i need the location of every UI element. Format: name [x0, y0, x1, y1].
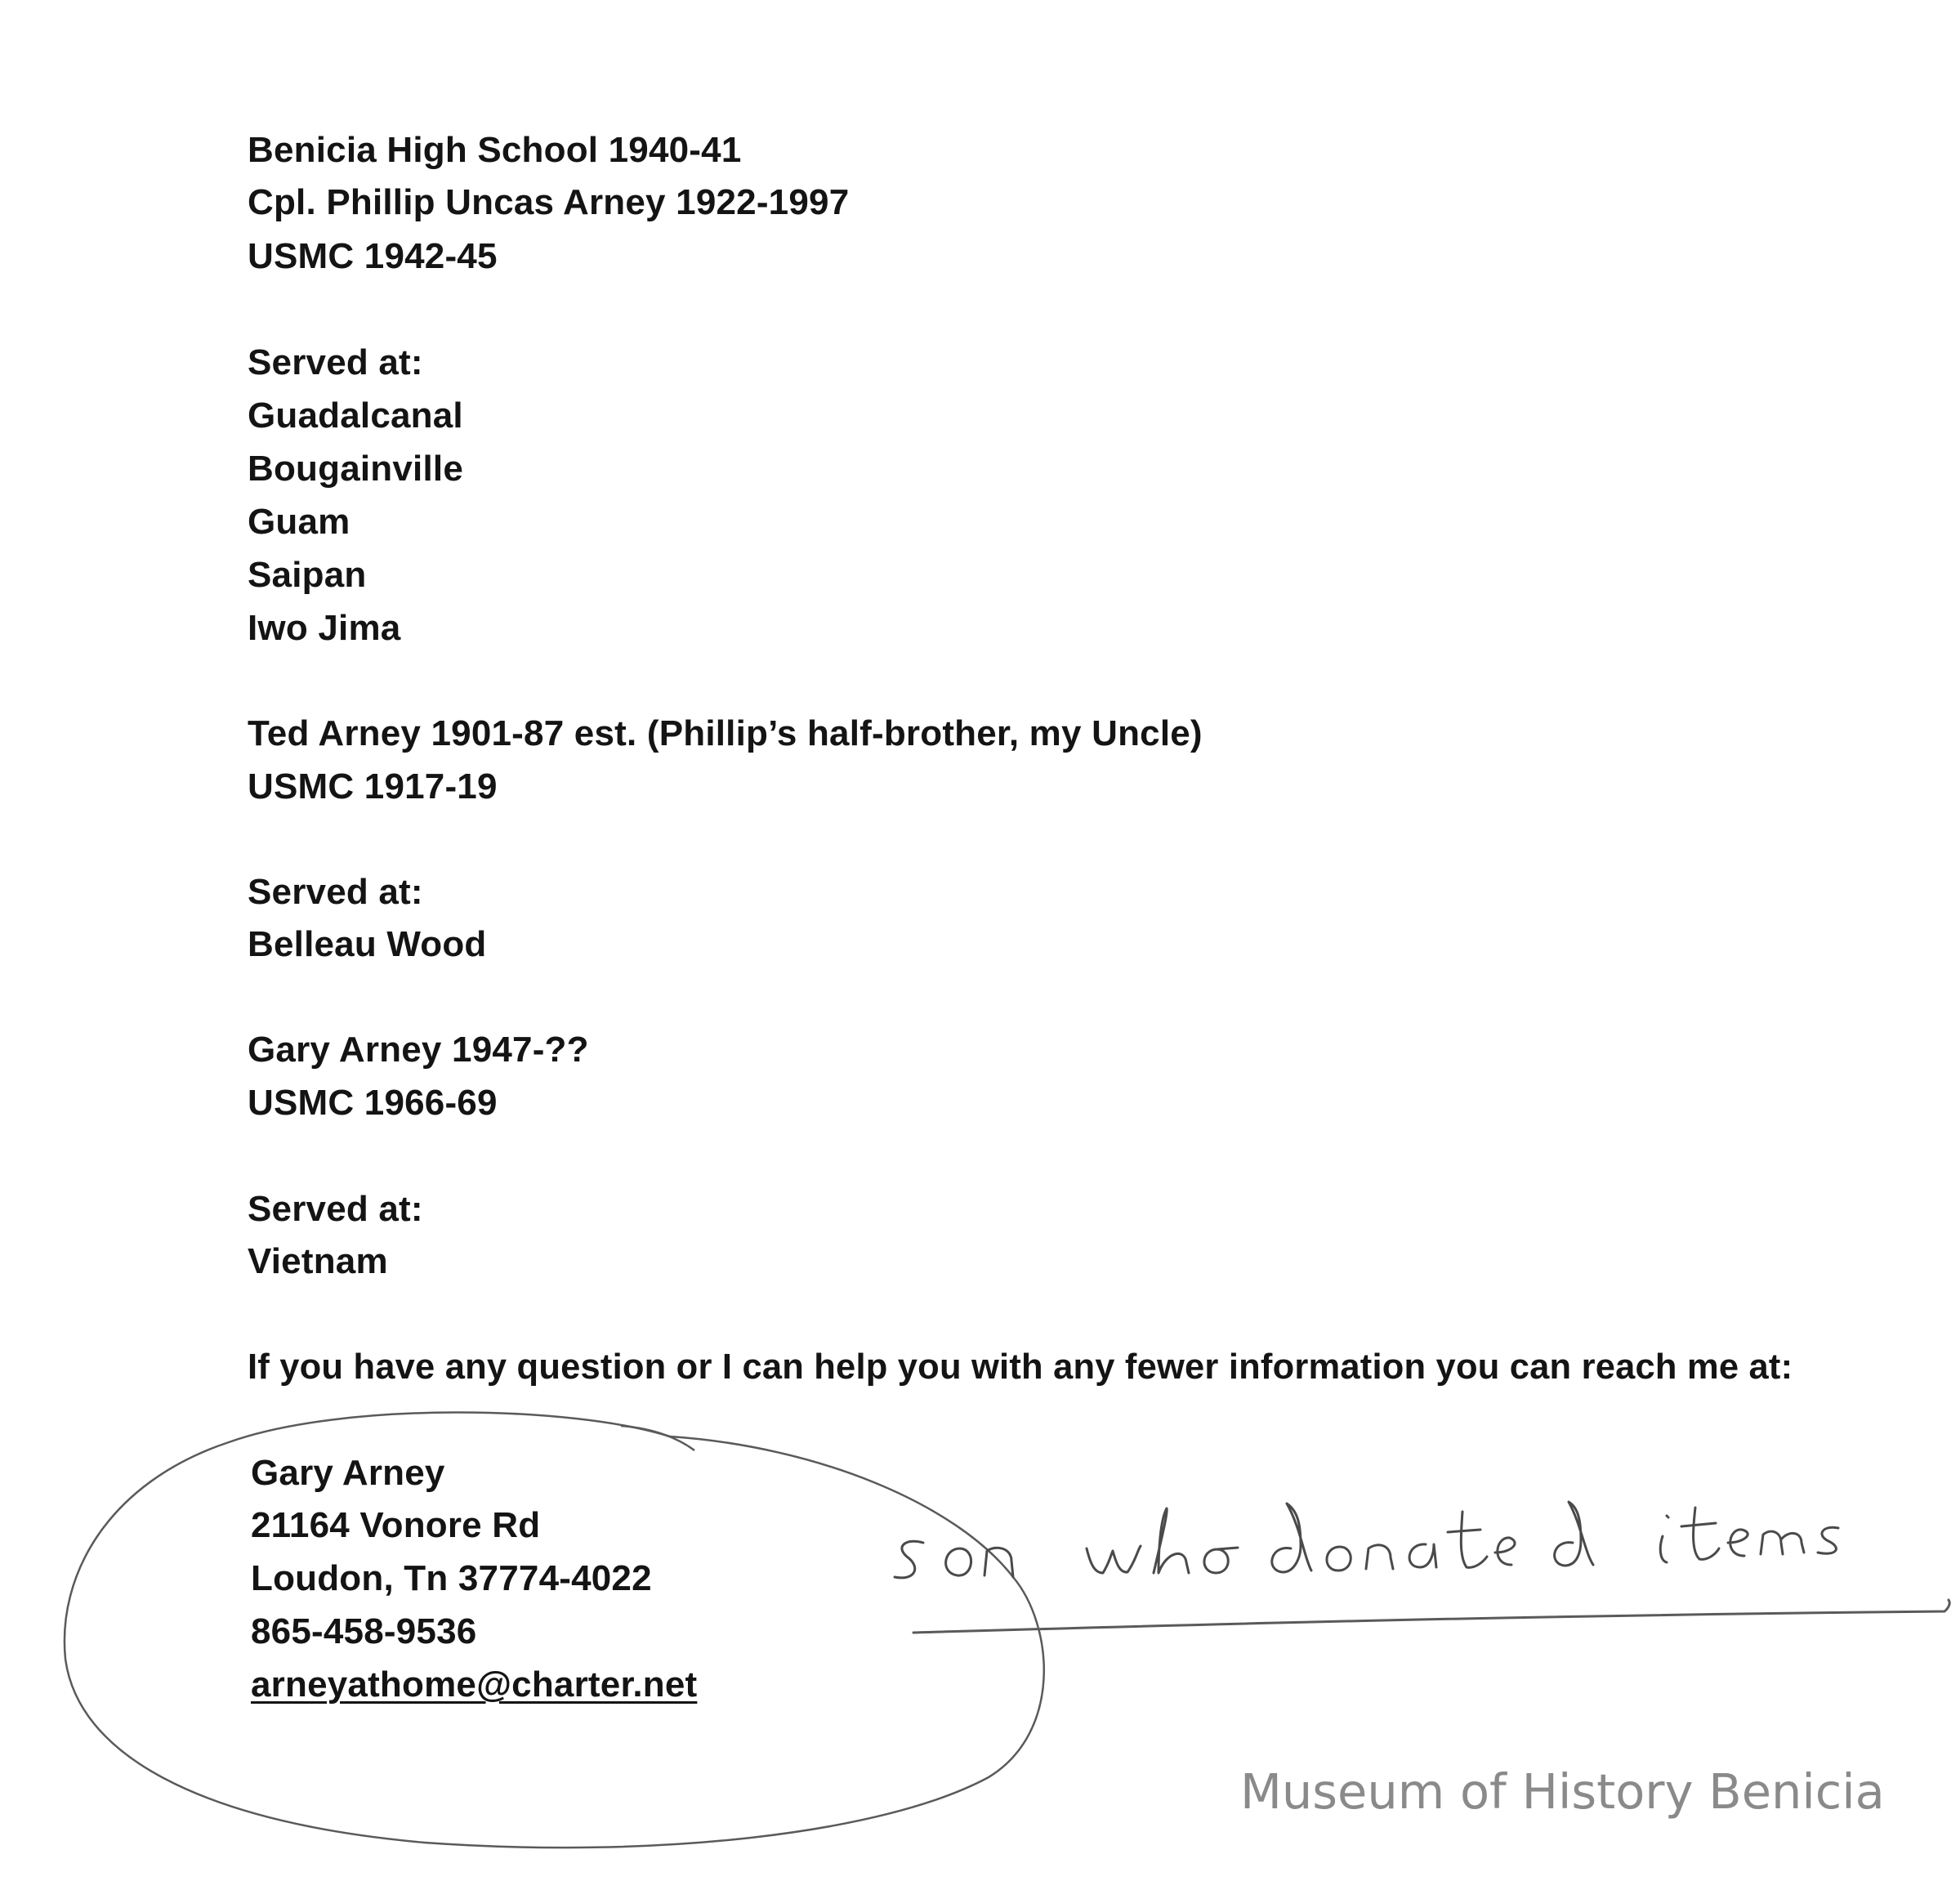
contact-city: Loudon, Tn 37774-4022 — [251, 1558, 652, 1598]
contact-email-link[interactable]: arneyathome@charter.net — [251, 1664, 698, 1705]
phillip-place-item: Bougainville — [248, 449, 463, 489]
gary-service-line: USMC 1966-69 — [248, 1083, 498, 1123]
gary-served-at-label: Served at: — [248, 1189, 423, 1229]
contact-name: Gary Arney — [251, 1453, 445, 1493]
watermark-text: Museum of History Benicia — [1240, 1763, 1885, 1820]
phillip-service-line: USMC 1942-45 — [248, 236, 498, 276]
ted-name-line: Ted Arney 1901-87 est. (Phillip’s half-brother, my Uncle) — [248, 713, 1203, 753]
phillip-served-at-label: Served at: — [248, 342, 423, 382]
ted-place-item: Belleau Wood — [248, 924, 487, 964]
gary-name-line: Gary Arney 1947-?? — [248, 1030, 589, 1070]
closing-sentence: If you have any question or I can help you with any fewer information you can reach me at: — [248, 1347, 1793, 1387]
school-line: Benicia High School 1940-41 — [248, 130, 742, 170]
pencil-oval — [65, 1412, 1044, 1848]
pencil-underline — [913, 1600, 1949, 1633]
phillip-place-item: Saipan — [248, 555, 367, 595]
phillip-name-line: Cpl. Phillip Uncas Arney 1922-1997 — [248, 182, 850, 222]
phillip-place-item: Guadalcanal — [248, 395, 463, 436]
ted-served-at-label: Served at: — [248, 872, 423, 912]
contact-street: 21164 Vonore Rd — [251, 1505, 541, 1545]
gary-place-item: Vietnam — [248, 1241, 388, 1281]
phillip-place-item: Iwo Jima — [248, 608, 401, 648]
phillip-place-item: Guam — [248, 502, 350, 542]
contact-phone: 865-458-9536 — [251, 1611, 477, 1651]
handwritten-note-son-who-donated-items — [895, 1502, 1838, 1578]
ted-service-line: USMC 1917-19 — [248, 766, 498, 807]
